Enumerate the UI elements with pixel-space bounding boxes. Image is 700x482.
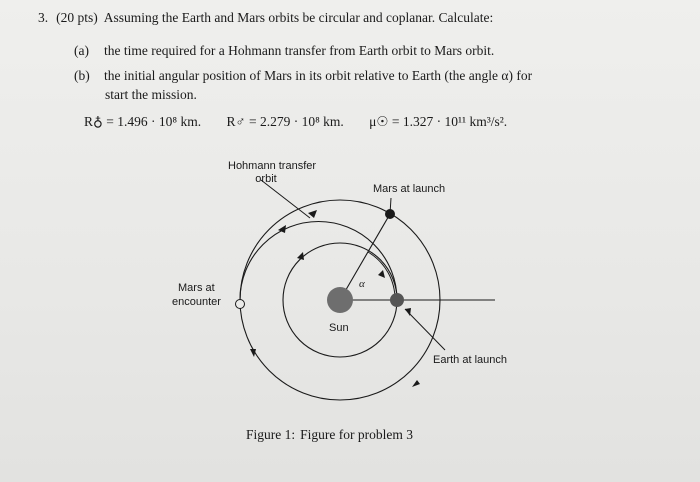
earth-launch-arrow — [405, 308, 411, 316]
sun-icon — [327, 287, 353, 313]
figure-caption-text: Figure for problem 3 — [300, 427, 413, 442]
part-a-label: (a) — [74, 43, 89, 58]
part-b-text: the initial angular position of Mars in its orbit relative to Earth (the angle α) for — [104, 68, 533, 83]
figure-number: Figure 1: — [246, 427, 296, 442]
hohmann-transfer-path — [240, 222, 397, 300]
mars-radius-constant: R♂ = 2.279 · 10⁸ km. — [226, 114, 344, 129]
mars-encounter-label-line2: encounter — [172, 296, 221, 308]
hohmann-label-line1: Hohmann transfer — [228, 160, 317, 172]
mars-orbit-arrow-lower — [412, 380, 420, 387]
mars-at-encounter-icon — [236, 300, 245, 309]
hohmann-label — [228, 160, 317, 186]
sun-mu-constant: μ☉ = 1.327 · 10¹¹ km³/s². — [369, 114, 508, 129]
part-a-text: the time required for a Hohmann transfer from Earth orbit to Mars orbit. — [104, 43, 495, 58]
mars-launch-label: Mars at launch — [373, 183, 446, 195]
problem-number: 3. — [38, 10, 49, 25]
mars-at-launch-icon — [385, 209, 395, 219]
alpha-label: α — [359, 278, 365, 290]
earth-launch-label: Earth at launch — [433, 354, 507, 366]
earth-at-launch-icon — [390, 293, 404, 307]
problem-statement: Assuming the Earth and Mars orbits be circular and coplanar. Calculate: — [103, 10, 494, 25]
sun-label: Sun — [329, 322, 349, 334]
hohmann-label-line2: orbit — [255, 173, 277, 185]
earth-orbit-arrow — [297, 252, 304, 260]
mars-encounter-label-line1: Mars at — [178, 282, 215, 294]
problem-points: (20 pts) — [56, 10, 98, 25]
part-b-label: (b) — [74, 68, 90, 83]
alpha-arrowhead — [378, 270, 385, 278]
part-b-continuation: start the mission. — [105, 87, 197, 102]
earth-radius-constant: R♁ = 1.496 · 10⁸ km. — [84, 114, 202, 129]
figure-caption — [246, 427, 413, 443]
transfer-arrow — [308, 210, 317, 218]
